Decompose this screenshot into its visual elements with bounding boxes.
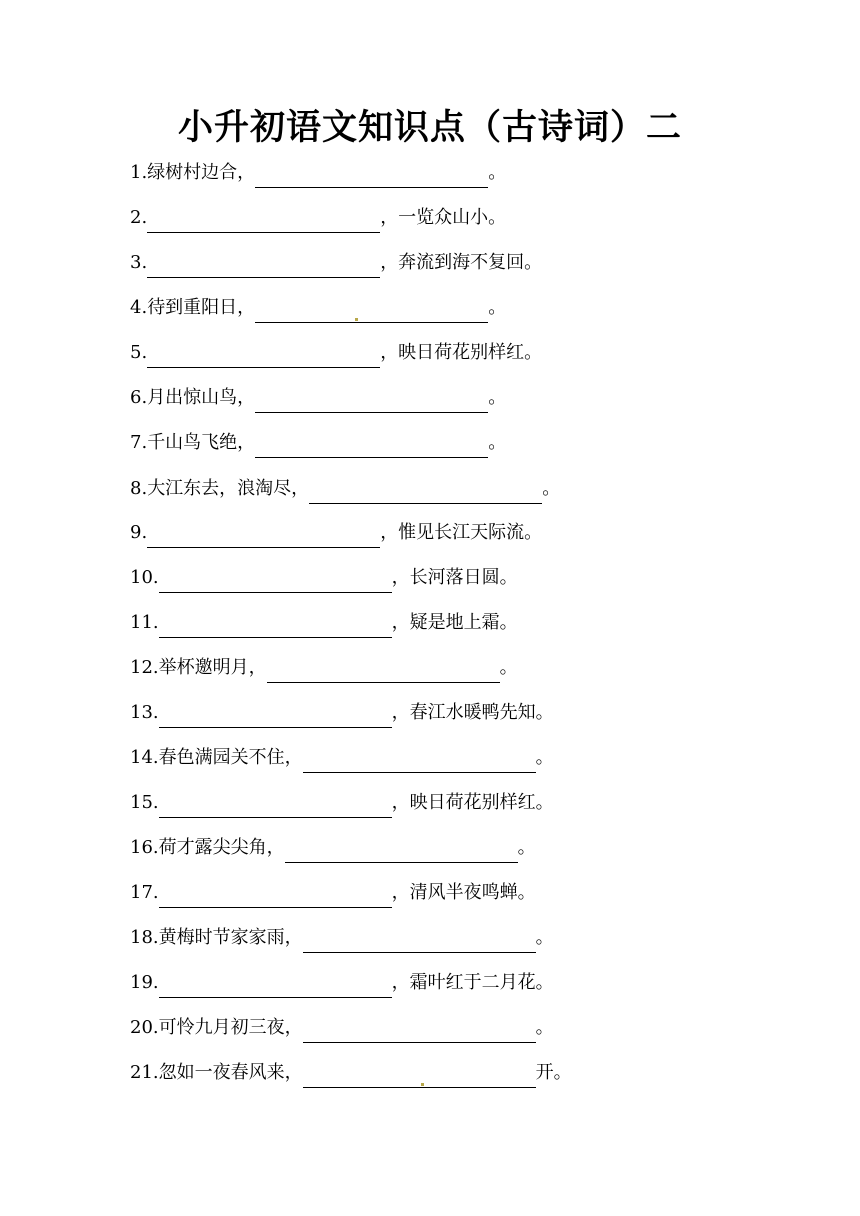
question-number: 14. bbox=[130, 747, 159, 768]
question-suffix: 。 bbox=[488, 162, 507, 183]
question-suffix: ，霜叶红于二月花。 bbox=[391, 972, 554, 993]
answer-blank[interactable] bbox=[159, 613, 392, 638]
page-title: 小升初语文知识点（古诗词）二 bbox=[177, 107, 682, 148]
answer-blank[interactable] bbox=[255, 298, 488, 323]
question-5 bbox=[130, 338, 542, 368]
question-suffix: 。 bbox=[488, 297, 507, 318]
question-suffix: 。 bbox=[488, 432, 507, 453]
question-15 bbox=[130, 788, 554, 818]
question-prompt: 举杯邀明月， bbox=[158, 657, 267, 678]
question-12 bbox=[130, 653, 518, 683]
answer-blank[interactable] bbox=[147, 523, 380, 548]
question-number: 1. bbox=[130, 162, 148, 183]
question-suffix: ，映日荷花别样红。 bbox=[380, 342, 543, 363]
answer-blank[interactable] bbox=[285, 838, 518, 863]
question-number: 8. bbox=[130, 478, 148, 499]
answer-blank[interactable] bbox=[303, 1063, 536, 1088]
question-prompt: 月出惊山鸟， bbox=[147, 387, 256, 408]
question-19 bbox=[130, 968, 554, 998]
question-prompt: 大江东去，浪淘尽， bbox=[147, 478, 310, 499]
question-18 bbox=[130, 923, 554, 953]
answer-blank[interactable] bbox=[159, 568, 392, 593]
ink-speck bbox=[421, 1083, 424, 1086]
question-17 bbox=[130, 878, 536, 908]
question-7 bbox=[130, 428, 506, 458]
question-16 bbox=[130, 833, 536, 863]
question-suffix: 开。 bbox=[535, 1062, 572, 1083]
question-suffix: ，长河落日圆。 bbox=[391, 567, 518, 588]
question-number: 17. bbox=[130, 882, 159, 903]
question-number: 2. bbox=[130, 207, 148, 228]
question-number: 6. bbox=[130, 387, 148, 408]
answer-blank[interactable] bbox=[267, 658, 500, 683]
answer-blank[interactable] bbox=[147, 208, 380, 233]
question-number: 4. bbox=[130, 297, 148, 318]
question-6 bbox=[130, 383, 506, 413]
question-suffix: ，一览众山小。 bbox=[380, 207, 507, 228]
answer-blank[interactable] bbox=[303, 1018, 536, 1043]
question-number: 9. bbox=[130, 522, 148, 543]
question-8 bbox=[130, 474, 560, 504]
question-4 bbox=[130, 293, 506, 323]
question-prompt: 千山鸟飞绝， bbox=[147, 432, 256, 453]
question-prompt: 忽如一夜春风来， bbox=[158, 1062, 303, 1083]
question-14 bbox=[130, 743, 554, 773]
answer-blank[interactable] bbox=[255, 388, 488, 413]
question-suffix: ，惟见长江天际流。 bbox=[380, 522, 543, 543]
answer-blank[interactable] bbox=[303, 748, 536, 773]
question-number: 13. bbox=[130, 702, 159, 723]
question-prompt: 待到重阳日， bbox=[147, 297, 256, 318]
question-prompt: 黄梅时节家家雨， bbox=[158, 927, 303, 948]
answer-blank[interactable] bbox=[303, 928, 536, 953]
ink-speck bbox=[355, 318, 358, 321]
question-10 bbox=[130, 563, 518, 593]
answer-blank[interactable] bbox=[159, 793, 392, 818]
answer-blank[interactable] bbox=[309, 479, 542, 504]
question-9 bbox=[130, 518, 542, 548]
answer-blank[interactable] bbox=[159, 703, 392, 728]
answer-blank[interactable] bbox=[255, 163, 488, 188]
question-suffix: 。 bbox=[542, 478, 561, 499]
question-1 bbox=[130, 158, 506, 188]
question-number: 11. bbox=[130, 612, 159, 633]
question-20 bbox=[130, 1013, 554, 1043]
answer-blank[interactable] bbox=[159, 973, 392, 998]
question-suffix: 。 bbox=[517, 837, 536, 858]
question-number: 16. bbox=[130, 837, 159, 858]
question-suffix: ，映日荷花别样红。 bbox=[391, 792, 554, 813]
question-prompt: 春色满园关不住， bbox=[158, 747, 303, 768]
question-number: 21. bbox=[130, 1062, 159, 1083]
question-suffix: ，春江水暖鸭先知。 bbox=[391, 702, 554, 723]
question-suffix: 。 bbox=[488, 387, 507, 408]
question-number: 12. bbox=[130, 657, 159, 678]
question-13 bbox=[130, 698, 554, 728]
question-number: 3. bbox=[130, 252, 148, 273]
answer-blank[interactable] bbox=[159, 883, 392, 908]
question-number: 10. bbox=[130, 567, 159, 588]
answer-blank[interactable] bbox=[147, 343, 380, 368]
question-prompt: 荷才露尖尖角， bbox=[158, 837, 285, 858]
question-prompt: 绿树村边合， bbox=[147, 162, 256, 183]
question-21 bbox=[130, 1058, 572, 1088]
question-suffix: 。 bbox=[535, 927, 554, 948]
question-number: 19. bbox=[130, 972, 159, 993]
question-number: 7. bbox=[130, 432, 148, 453]
question-number: 5. bbox=[130, 342, 148, 363]
question-suffix: ，清风半夜鸣蝉。 bbox=[391, 882, 536, 903]
question-prompt: 可怜九月初三夜， bbox=[158, 1017, 303, 1038]
question-11 bbox=[130, 608, 518, 638]
answer-blank[interactable] bbox=[147, 253, 380, 278]
question-3 bbox=[130, 248, 542, 278]
question-number: 18. bbox=[130, 927, 159, 948]
question-suffix: 。 bbox=[499, 657, 518, 678]
question-number: 15. bbox=[130, 792, 159, 813]
question-number: 20. bbox=[130, 1017, 159, 1038]
answer-blank[interactable] bbox=[255, 433, 488, 458]
question-suffix: ，奔流到海不复回。 bbox=[380, 252, 543, 273]
question-suffix: 。 bbox=[535, 1017, 554, 1038]
question-suffix: 。 bbox=[535, 747, 554, 768]
question-2 bbox=[130, 203, 506, 233]
question-suffix: ，疑是地上霜。 bbox=[391, 612, 518, 633]
